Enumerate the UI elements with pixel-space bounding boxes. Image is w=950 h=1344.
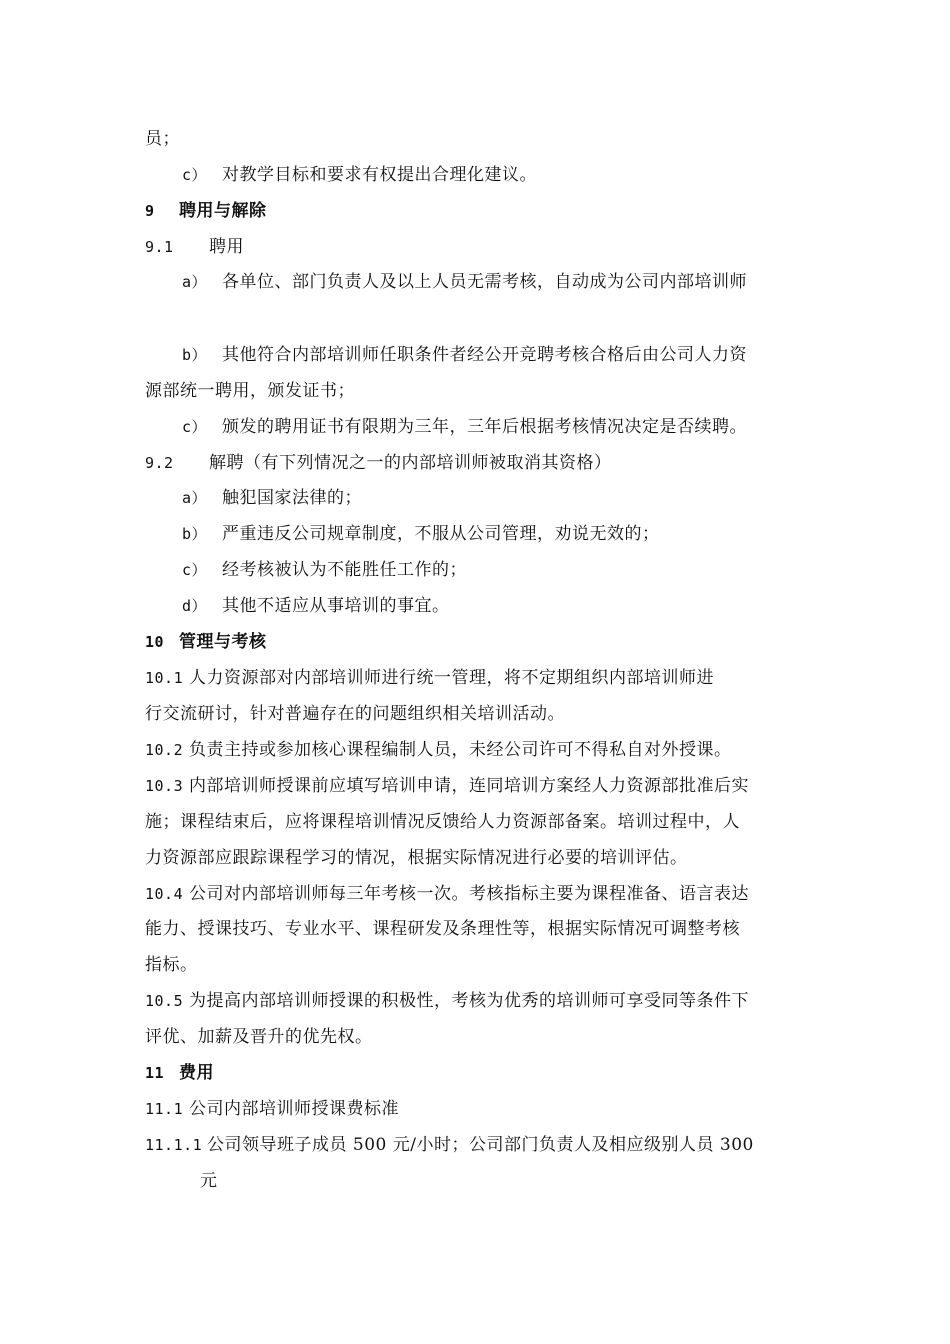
clause-number: 10.4 [145,885,184,903]
text: 能力、授课技巧、专业水平、课程研发及条理性等，根据实际情况可调整考核 [145,919,740,939]
list-item [182,559,467,581]
subsection-heading-9-1 [145,236,244,258]
text: 指标。 [145,955,198,975]
list-marker: d） [182,597,208,615]
list-marker: b） [182,525,208,543]
subsection-heading-9-2 [145,452,612,474]
clause-number: 10.2 [145,741,184,759]
text: 颁发的聘用证书有限期为三年，三年后根据考核情况决定是否续聘。 [222,417,747,437]
text: 负责主持或参加核心课程编制人员，未经公司许可不得私自对外授课。 [189,740,732,760]
text: 触犯国家法律的； [222,488,362,508]
section-number: 9.2 [145,454,174,472]
text: 经考核被认为不能胜任工作的； [222,560,467,580]
list-marker: c） [182,418,208,436]
section-heading-10 [145,631,267,653]
clause-number: 11.1 [145,1100,184,1118]
paragraph-line [145,775,749,797]
list-item [182,595,450,617]
text: 行交流研讨，针对普遍存在的问题组织相关培训活动。 [145,704,565,724]
section-title: 费用 [179,1063,214,1083]
list-item [182,416,747,438]
paragraph-line [145,1134,754,1156]
section-number: 9.1 [145,238,174,256]
list-item [182,487,362,509]
text-line [145,954,198,976]
text-line [145,1026,373,1048]
text: 员； [145,129,180,149]
section-number: 9 [145,202,155,220]
list-marker: c） [182,561,208,579]
text: 公司对内部培训师每三年考核一次。考核指标主要为课程准备、语言表达 [189,884,749,904]
text: 对教学目标和要求有权提出合理化建议。 [222,165,537,185]
text: 评优、加薪及晋升的优先权。 [145,1027,373,1047]
text: 为提高内部培训师授课的积极性，考核为优秀的培训师可享受同等条件下 [189,991,749,1011]
text: 力资源部应跟踪课程学习的情况，根据实际情况进行必要的培训评估。 [145,848,688,868]
section-title: 聘用 [209,237,244,257]
paragraph-line [145,667,714,689]
section-title: 聘用与解除 [179,201,267,221]
text-line [145,918,740,940]
clause-number: 10.1 [145,669,184,687]
section-title: 管理与考核 [179,632,267,652]
list-marker: c） [182,166,208,184]
text-line [145,703,565,725]
list-item [182,164,537,186]
list-marker: a） [182,489,208,507]
text: 源部统一聘用，颁发证书； [145,381,355,401]
section-number: 11 [145,1064,165,1082]
paragraph-line [145,990,749,1012]
list-item [182,271,747,293]
text: 严重违反公司规章制度，不服从公司管理，劝说无效的； [222,524,660,544]
text: 内部培训师授课前应填写培训申请，连同培训方案经人力资源部批准后实 [189,776,749,796]
section-number: 10 [145,633,165,651]
text: 公司领导班子成员 500 元/小时；公司部门负责人及相应级别人员 300 [207,1135,754,1155]
list-marker: b） [182,346,208,364]
text: 各单位、部门负责人及以上人员无需考核，自动成为公司内部培训师 [222,272,747,292]
list-item [182,344,747,366]
list-marker: a） [182,273,208,291]
list-item [182,523,660,545]
text-line [145,380,355,402]
text: 施；课程结束后，应将课程培训情况反馈给人力资源部备案。培训过程中，人 [145,812,740,832]
paragraph-line [145,1098,399,1120]
text: 其他符合内部培训师任职条件者经公开竞聘考核合格后由公司人力资 [222,345,747,365]
clause-number: 10.5 [145,992,184,1010]
text: 元 [200,1171,218,1191]
clause-number: 10.3 [145,777,184,795]
text: 公司内部培训师授课费标准 [189,1099,399,1119]
paragraph-line [145,739,732,761]
text-line [200,1170,218,1192]
text: 其他不适应从事培训的事宜。 [222,596,450,616]
text-line [145,811,740,833]
section-heading-9 [145,200,267,222]
text: 人力资源部对内部培训师进行统一管理，将不定期组织内部培训师进 [189,668,714,688]
paragraph-line [145,883,749,905]
section-heading-11 [145,1062,214,1084]
text-line [145,128,180,150]
clause-number: 11.1.1 [145,1136,203,1154]
text-line [145,847,688,869]
section-title: 解聘（有下列情况之一的内部培训师被取消其资格） [209,453,612,473]
